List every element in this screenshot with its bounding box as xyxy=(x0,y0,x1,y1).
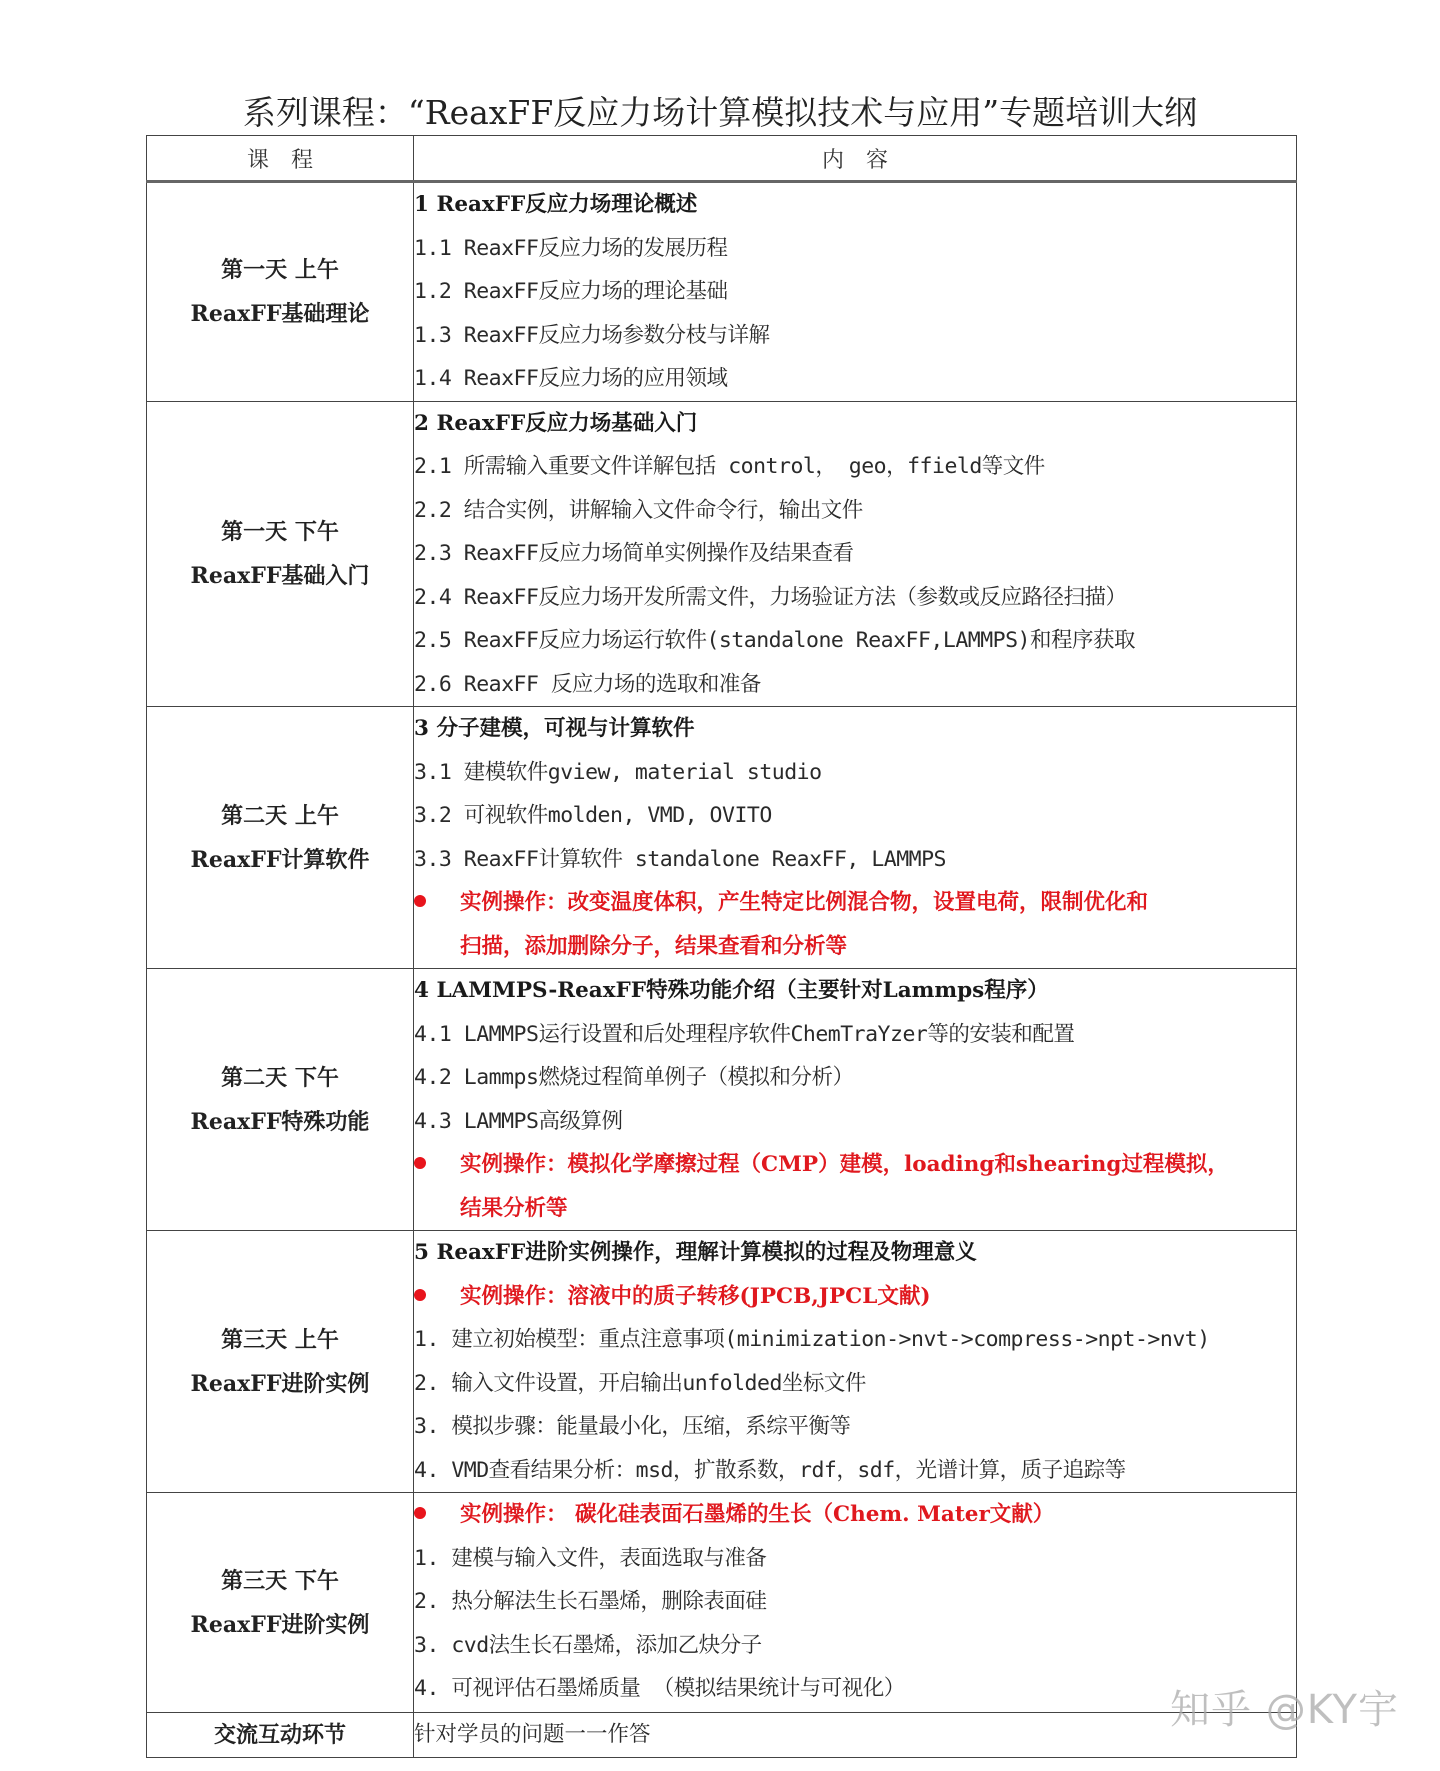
list-item: 3. 模拟步骤：能量最小化，压缩，系综平衡等 xyxy=(414,1414,851,1439)
list-item: 3.1 建模软件gview, material studio xyxy=(414,759,822,785)
session-label: 第一天 上午 xyxy=(221,256,339,283)
session-topic: ReaxFF进阶实例 xyxy=(190,1611,370,1638)
list-item: 2.3 ReaxFF反应力场简单实例操作及结果查看 xyxy=(414,541,854,566)
list-item: 4. VMD查看结果分析：msd，扩散系数，rdf，sdf，光谱计算，质子追踪等 xyxy=(414,1457,1126,1483)
content-cell xyxy=(414,969,1297,1231)
session-label: 第三天 下午 xyxy=(221,1567,339,1594)
list-item: 2.2 结合实例，讲解输入文件命令行，输出文件 xyxy=(414,497,863,523)
table-header-row xyxy=(147,136,1297,182)
list-item: 1.2 ReaxFF反应力场的理论基础 xyxy=(414,279,728,304)
list-item: 2. 热分解法生长石墨烯，删除表面硅 xyxy=(414,1589,767,1614)
list-item: 2.4 ReaxFF反应力场开发所需文件，力场验证方法（参数或反应路径扫描） xyxy=(414,584,1127,610)
practice-item-continuation: 扫描，添加删除分子，结果查看和分析等 xyxy=(460,933,848,959)
section-heading: 4 LAMMPS-ReaxFF特殊功能介绍（主要针对Lammps程序） xyxy=(414,978,1049,1003)
list-item: 1.3 ReaxFF反应力场参数分枝与详解 xyxy=(414,322,770,348)
session-label: 第二天 上午 xyxy=(221,802,339,829)
session-topic: ReaxFF计算软件 xyxy=(190,846,370,873)
red-bullet-icon xyxy=(414,1157,426,1169)
practice-item: 实例操作： 碳化硅表面石墨烯的生长（Chem. Mater文献） xyxy=(414,1493,1296,1537)
red-bullet-icon xyxy=(414,1289,426,1301)
section-heading: 3 分子建模，可视与计算软件 xyxy=(414,716,695,741)
course-cell xyxy=(147,1231,414,1493)
list-item: 3. cvd法生长石墨烯，添加乙炔分子 xyxy=(414,1632,762,1658)
content-cell xyxy=(414,401,1297,707)
red-bullet-icon xyxy=(414,895,426,907)
session-topic: ReaxFF进阶实例 xyxy=(190,1370,370,1397)
list-item: 3.3 ReaxFF计算软件 standalone ReaxFF, LAMMPS xyxy=(414,846,946,872)
table-row xyxy=(147,707,1297,969)
list-item: 3.2 可视软件molden, VMD, OVITO xyxy=(414,803,772,828)
section-heading: 1 ReaxFF反应力场理论概述 xyxy=(414,192,698,217)
list-item: 2.1 所需输入重要文件详解包括 control， geo，ffield等文件 xyxy=(414,454,1045,479)
table-row xyxy=(147,182,1297,402)
session-label: 第三天 上午 xyxy=(221,1326,339,1353)
table-row-qa xyxy=(147,1713,1297,1758)
session-topic: ReaxFF基础入门 xyxy=(190,562,370,589)
list-item: 1. 建立初始模型：重点注意事项(minimization->nvt->compress->npt->nvt) xyxy=(414,1327,1210,1352)
table-row xyxy=(147,401,1297,707)
list-item: 1. 建模与输入文件，表面选取与准备 xyxy=(414,1545,767,1571)
course-cell xyxy=(147,707,414,969)
list-item: 1.1 ReaxFF反应力场的发展历程 xyxy=(414,235,728,261)
course-cell xyxy=(147,969,414,1231)
course-outline-table xyxy=(146,135,1297,1758)
list-item: 4.1 LAMMPS运行设置和后处理程序软件ChemTraYzer等的安装和配置 xyxy=(414,1021,1075,1047)
session-topic: ReaxFF特殊功能 xyxy=(190,1108,370,1135)
session-topic: ReaxFF基础理论 xyxy=(190,300,370,327)
table-row xyxy=(147,969,1297,1231)
table-row xyxy=(147,1493,1297,1713)
header-content: 内容 xyxy=(414,136,1297,182)
list-item: 4.3 LAMMPS高级算例 xyxy=(414,1108,623,1134)
watermark: 知乎 @KY宇 xyxy=(1170,1687,1399,1733)
course-cell xyxy=(147,401,414,707)
list-item: 1.4 ReaxFF反应力场的应用领域 xyxy=(414,366,728,391)
practice-item: 实例操作：溶液中的质子转移(JPCB,JPCL文献) xyxy=(414,1275,1296,1319)
course-cell xyxy=(147,182,414,402)
list-item: 2. 输入文件设置，开启输出unfolded坐标文件 xyxy=(414,1370,866,1396)
course-cell xyxy=(147,1493,414,1713)
section-heading: 5 ReaxFF进阶实例操作，理解计算模拟的过程及物理意义 xyxy=(414,1240,977,1265)
list-item: 针对学员的问题一一作答 xyxy=(414,1722,651,1747)
content-cell xyxy=(414,707,1297,969)
list-item: 4. 可视评估石墨烯质量 （模拟结果统计与可视化） xyxy=(414,1676,905,1701)
content-cell xyxy=(414,182,1297,402)
content-cell xyxy=(414,1493,1297,1713)
course-cell: 交流互动环节 xyxy=(147,1713,414,1758)
red-bullet-icon xyxy=(414,1507,426,1519)
table-row xyxy=(147,1231,1297,1493)
section-heading: 2 ReaxFF反应力场基础入门 xyxy=(414,410,698,436)
practice-item-continuation: 结果分析等 xyxy=(460,1195,568,1221)
practice-item: 实例操作：模拟化学摩擦过程（CMP）建模，loading和shearing过程模拟， xyxy=(414,1143,1296,1187)
session-label: 第二天 下午 xyxy=(221,1064,339,1091)
list-item: 4.2 Lammps燃烧过程简单例子（模拟和分析） xyxy=(414,1065,854,1090)
list-item: 2.6 ReaxFF 反应力场的选取和准备 xyxy=(414,671,761,697)
content-cell xyxy=(414,1231,1297,1493)
document-title: 系列课程：“ReaxFF反应力场计算模拟技术与应用”专题培训大纲 xyxy=(242,93,1198,132)
practice-item: 实例操作：改变温度体积，产生特定比例混合物，设置电荷，限制优化和 xyxy=(414,881,1296,925)
session-label: 第一天 下午 xyxy=(221,518,339,545)
header-course: 课程 xyxy=(147,136,414,182)
list-item: 2.5 ReaxFF反应力场运行软件(standalone ReaxFF,LAMMPS)和程序获取 xyxy=(414,628,1135,653)
content-cell xyxy=(414,1713,1297,1758)
